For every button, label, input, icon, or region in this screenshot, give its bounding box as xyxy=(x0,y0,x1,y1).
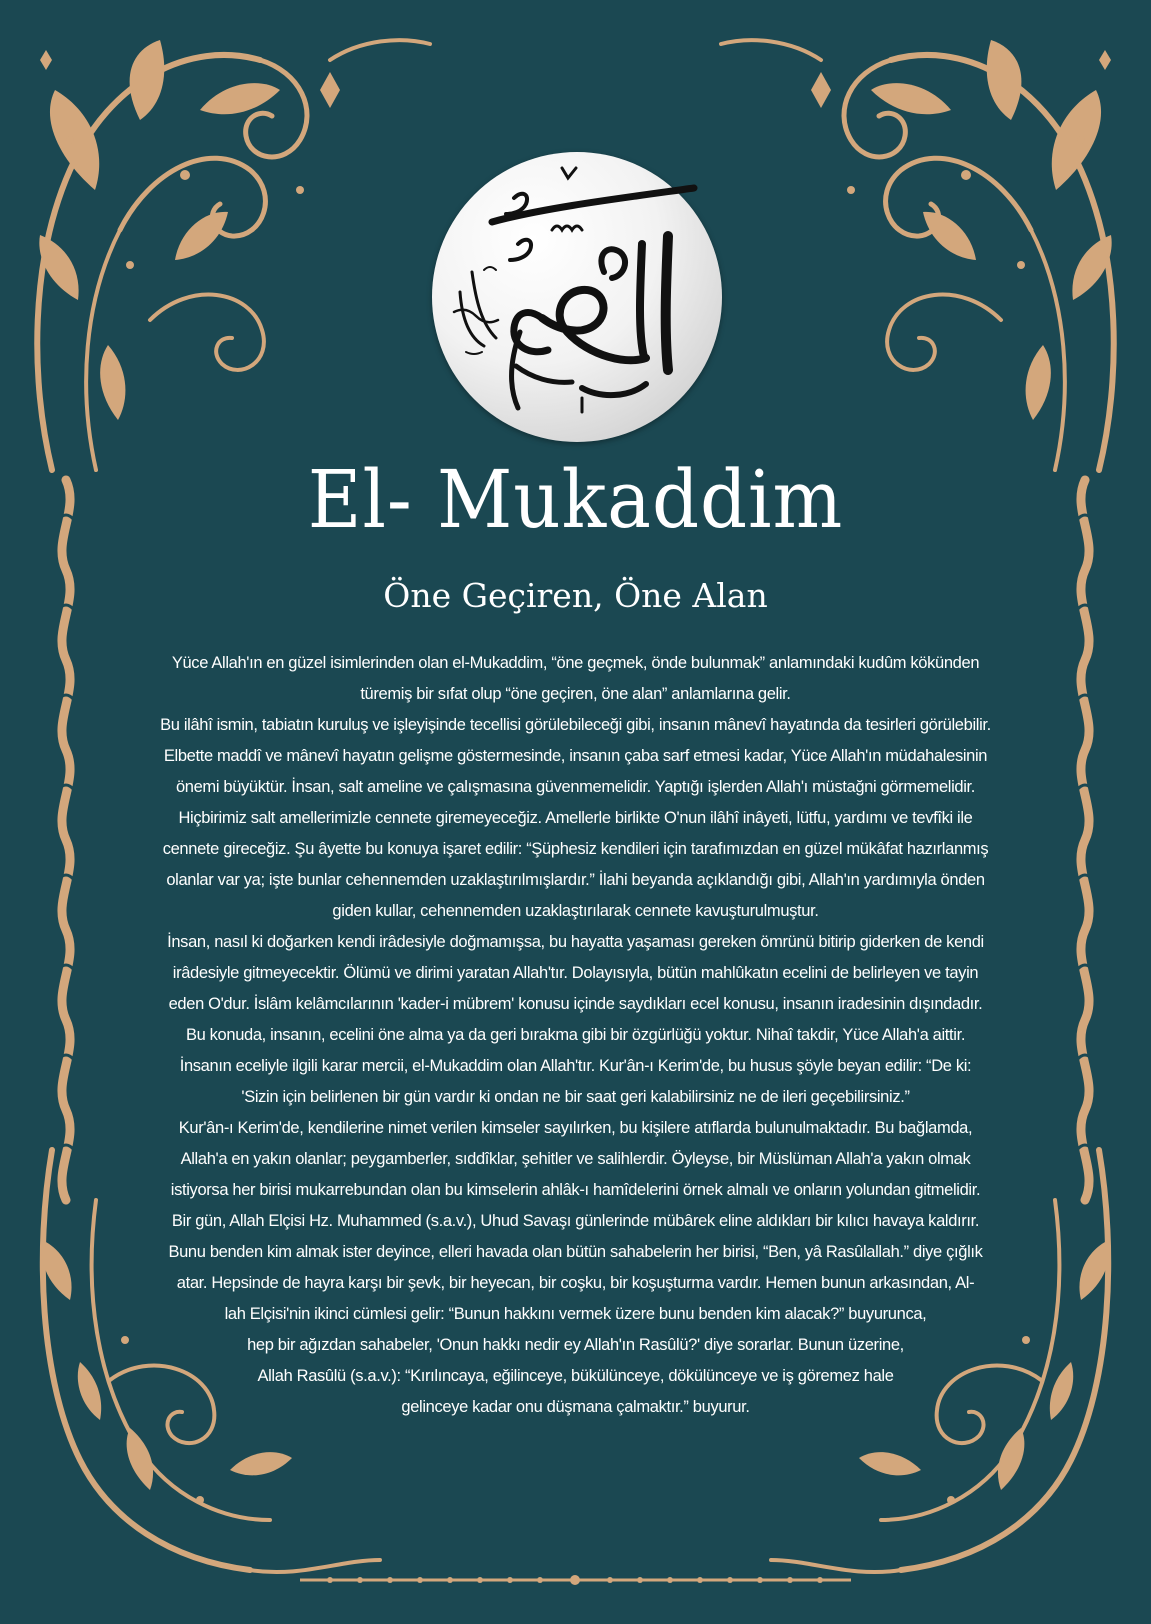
body-line: Elbette maddî ve mânevî hayatın gelişme göstermesinde, insanın çaba sarf etmesi kadar, Yüce Allah'ın müdahalesinin xyxy=(163,747,988,765)
body-line: cennete gireceğiz. Şu âyette bu konuya işaret edilir: “Şüphesiz kendileri için tarafımızdan en güzel mükâfat hazırlanmış xyxy=(162,840,989,858)
body-line: istiyorsa her birisi mukarrebundan olan bu kimselerin ahlâk-ı hamîdelerini örnek almalı ve onların yolundan gitmelidir. xyxy=(170,1181,981,1199)
body-line: irâdesiyle gitmeyecektir. Ölümü ve dirimi yaratan Allah'tır. Dolayısıyla, bütün mahlûkatın ecelini de belirleyen ve tayin xyxy=(172,964,979,982)
body-line: Yüce Allah'ın en güzel isimlerinden olan el-Mukaddim, “öne geçmek, önde bulunmak” anlamındaki kudûm kökünden xyxy=(171,654,980,672)
body-line: Hiçbirimiz salt amellerimizle cennete giremeyeceğiz. Amellerle birlikte O'nun ilâhî inâyeti, lütfu, yardımı ve tevfîki ile xyxy=(178,809,973,827)
body-line: türemiş bir sıfat olup “öne geçiren, öne alan” anlamlarına gelir. xyxy=(360,685,791,703)
body-line: 'Sizin için belirlenen bir gün vardır ki ondan ne bir saat geri kalabilirsiniz ne de ileri geçebilirsiniz.” xyxy=(241,1088,910,1106)
body-line: lah Elçisi'nin ikinci cümlesi gelir: “Bunun hakkını vermek üzere bunu benden kim alacak?” buyurunca, xyxy=(224,1305,927,1323)
corner-ornament-top-left xyxy=(37,40,340,470)
page-title: El- Mukaddim xyxy=(307,453,844,546)
body-line: hep bir ağızdan sahabeler, 'Onun hakkı nedir ey Allah'ın Rasûlü?' diye sorarlar. Bunun üzerine, xyxy=(247,1336,904,1354)
page-subtitle: Öne Geçiren, Öne Alan xyxy=(383,576,768,615)
body-line: önemi büyüktür. İnsan, salt ameline ve çalışmasına güvenmemelidir. Yaptığı işlerden Allah'ı müstağni görmemelidir. xyxy=(175,778,976,796)
body-line: Allah'a en yakın olanlar; peygamberler, sıddîklar, şehitler ve salihlerdir. Öyleyse, bir Müslüman Allah'a yakın olmak xyxy=(180,1150,971,1168)
body-line: olanlar var ya; işte bunlar cehennemden uzaklaştırılmışlardır.” İlahi beyanda açıklandığı gibi, Allah'ın yardımıyla önden xyxy=(166,871,985,889)
calligraphy-medallion xyxy=(432,152,722,442)
body-line: Bu ilâhî ismin, tabiatın kuruluş ve işleyişinde tecellisi görülebileceği gibi, insanın mânevî hayatında da tesirleri görülebilir. xyxy=(160,716,991,734)
body-text xyxy=(104,648,1047,1423)
calligraphy-artwork xyxy=(432,152,722,442)
corner-ornament-top-right xyxy=(811,40,1114,470)
body-line: Bir gün, Allah Elçisi Hz. Muhammed (s.a.v.), Uhud Savaşı günlerinde mübârek eline aldıkları bir kılıcı havaya kaldırır. xyxy=(171,1212,980,1230)
body-line: gelinceye kadar onu düşmana çalmaktır.” buyurur. xyxy=(401,1398,750,1416)
body-line: Kur'ân-ı Kerim'de, kendilerine nimet verilen kimseler sayılırken, bu kişilere atıflarda bulunulmaktadır. Bu bağlamda, xyxy=(178,1119,973,1137)
body-line: İnsanın eceliyle ilgili karar mercii, el-Mukaddim olan Allah'tır. Kur'ân-ı Kerim'de, bu husus şöyle beyan edilir: “De ki: xyxy=(179,1057,972,1075)
body-line: Allah Rasûlü (s.a.v.): “Kırılıncaya, eğilinceye, bükülünceye, dökülünceye ve iş göremez hale xyxy=(257,1367,894,1385)
body-line: giden kullar, cehennemden uzaklaştırılarak cennete kavuşturulmuştur. xyxy=(332,902,819,920)
body-line: atar. Hepsinde de hayra karşı bir şevk, bir heyecan, bir coşku, bir koşuşturma vardır. Hemen bunun arkasından, Al- xyxy=(176,1274,975,1292)
body-line: eden O'dur. İslâm kelâmcılarının 'kader-i mübrem' konusu içinde saydıkları ecel konusu, insanın iradesinin dışındadır. xyxy=(168,995,983,1013)
body-line: İnsan, nasıl ki doğarken kendi irâdesiyle doğmamışsa, bu hayatta yaşaması gereken ömrünü bitirip giderken de kendi xyxy=(167,933,984,951)
body-line: Bu konuda, insanın, ecelini öne alma ya da geri bırakma gibi bir özgürlüğü yoktur. Nihaî takdir, Yüce Allah'a aittir. xyxy=(185,1026,966,1044)
body-line: Bunu benden kim almak ister deyince, elleri havada olan bütün sahabelerin her birisi, “Ben, yâ Rasûlallah.” diye çığlık xyxy=(168,1243,983,1261)
